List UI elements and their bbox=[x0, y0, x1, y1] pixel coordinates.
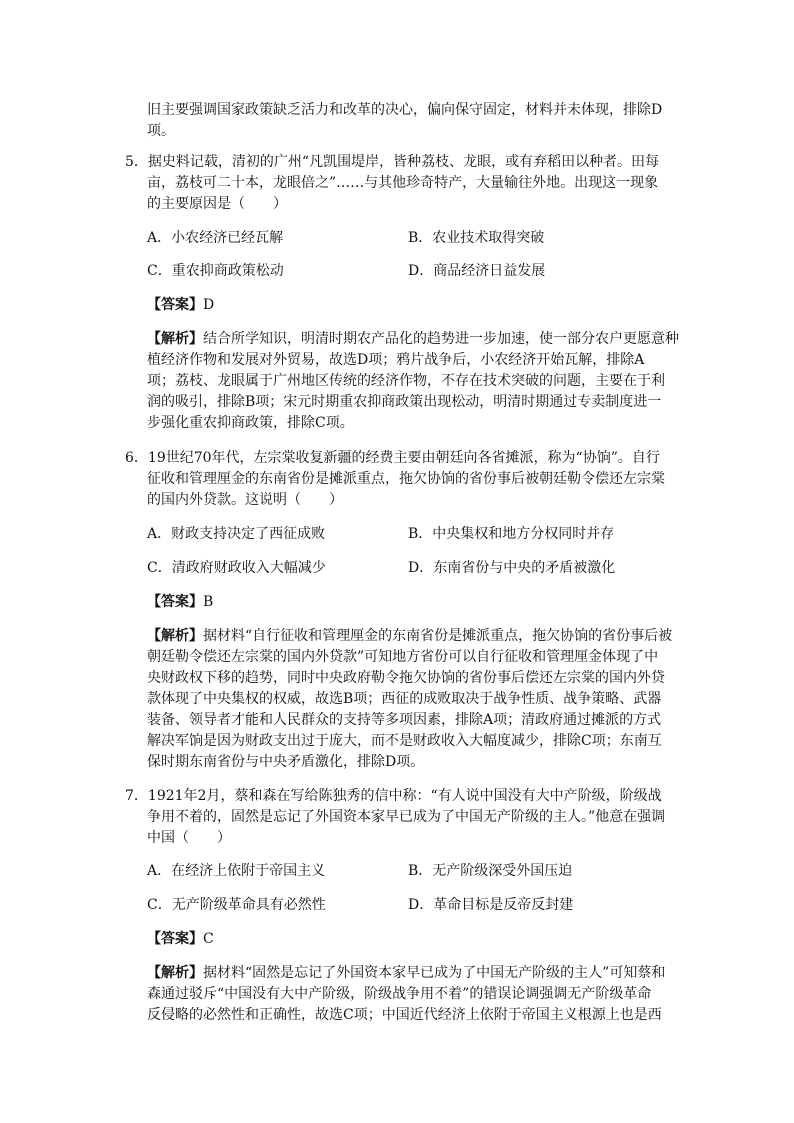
explanation-text: 据材料“自行征收和管理厘金的东南省份是摊派重点，拖欠协饷的省份事后被 bbox=[203, 628, 673, 644]
question-stem: 亩，荔枝可二十本，龙眼倍之”……与其他珍奇特产，大量输往外地。出现这一现象 bbox=[147, 175, 659, 191]
explanation-tag: 【解析】 bbox=[147, 331, 203, 347]
question-stem: 争用不着的，固然是忘记了外国资本家早已成为了中国无产阶级的主人。”他意在强调 bbox=[147, 809, 666, 825]
answer-tag: 【答案】 bbox=[147, 297, 203, 313]
answer bbox=[147, 296, 214, 314]
explanation-line: 项；荔枝、龙眼属于广州地区传统的经济作物，不存在技术突破的问题，主要在于利 bbox=[147, 373, 665, 389]
explanation-line: 森通过驳斥“中国没有大中产阶级，阶级战争用不着”的错误论调强调无产阶级革命 bbox=[147, 986, 652, 1002]
answer-value: B bbox=[203, 594, 214, 610]
option-b: B．中央集权和地方分权同时并存 bbox=[408, 526, 615, 542]
answer bbox=[147, 593, 213, 611]
option-b: B．无产阶级深受外国压迫 bbox=[408, 863, 573, 879]
option-a: A．小农经济已经瓦解 bbox=[147, 230, 284, 246]
explanation-text: 结合所学知识，明清时期农产品化的趋势进一步加速，使一部分农户更愿意种 bbox=[203, 331, 679, 347]
explanation-line: 装备、领导者才能和人民群众的支持等多项因素，排除A项；清政府通过摊派的方式 bbox=[147, 712, 662, 728]
answer-tag: 【答案】 bbox=[147, 931, 203, 947]
answer-value: C bbox=[203, 931, 214, 947]
option-c: C．清政府财政收入大幅减少 bbox=[147, 560, 326, 576]
explanation-line bbox=[147, 627, 672, 645]
prev-explanation-line: 旧主要强调国家政策缺乏活力和改革的决心，偏向保守固定，材料并未体现，排除D bbox=[147, 102, 663, 118]
option-c: C．重农抑商政策松动 bbox=[147, 263, 284, 279]
explanation-text: 据材料“固然是忘记了外国资本家早已成为了中国无产阶级的主人”可知蔡和 bbox=[203, 965, 666, 981]
prev-explanation-line: 项。 bbox=[147, 123, 175, 139]
question-stem: 中国（ ） bbox=[147, 830, 231, 846]
answer-value: D bbox=[203, 297, 215, 313]
explanation-tag: 【解析】 bbox=[147, 628, 203, 644]
explanation-line: 解决军饷是因为财政支出过于庞大，而不是财政收入大幅度减少，排除C项；东南互 bbox=[147, 733, 662, 749]
question-stem: 6．19世纪70年代，左宗棠收复新疆的经费主要由朝廷向各省摊派，称为“协饷”。自行 bbox=[125, 450, 660, 466]
answer bbox=[147, 930, 214, 948]
explanation-line: 朝廷勒令偿还左宗棠的国内外贷款”可知地方省份可以自行征收和管理厘金体现了中 bbox=[147, 649, 659, 665]
explanation-line bbox=[147, 330, 679, 348]
option-d: D．东南省份与中央的矛盾被激化 bbox=[408, 560, 616, 576]
question-stem: 的主要原因是（ ） bbox=[147, 196, 287, 212]
explanation-line: 润的吸引，排除B项；宋元时期重农抑商政策出现松动，明清时期通过专卖制度进一 bbox=[147, 394, 662, 410]
option-b: B．农业技术取得突破 bbox=[408, 230, 545, 246]
explanation-line: 款体现了中央集权的权威，故选B项；西征的成败取决于战争性质、战争策略、武器 bbox=[147, 691, 662, 707]
question-stem: 7．1921年2月，蔡和森在写给陈独秀的信中称：“有人说中国没有大中产阶级，阶级战 bbox=[125, 788, 662, 804]
explanation-line: 央财政权下移的趋势，同时中央政府勒令拖欠协饷的省份事后偿还左宗棠的国内外贷 bbox=[147, 670, 665, 686]
explanation-line: 步强化重农抑商政策，排除C项。 bbox=[147, 415, 354, 431]
explanation-tag: 【解析】 bbox=[147, 965, 203, 981]
option-a: A．财政支持决定了西征成败 bbox=[147, 526, 326, 542]
explanation-line: 反侵略的必然性和正确性，故选C项；中国近代经济上依附于帝国主义根源上也是西 bbox=[147, 1007, 662, 1023]
explanation-line bbox=[147, 964, 665, 982]
explanation-line: 植经济作物和发展对外贸易，故选D项；鸦片战争后，小农经济开始瓦解，排除A bbox=[147, 352, 645, 368]
question-stem: 的国内外贷款。这说明（ ） bbox=[147, 492, 343, 508]
question-stem: 5．据史料记载，清初的广州“凡凯围堤岸，皆种荔枝、龙眼，或有弃稻田以种者。田每 bbox=[125, 154, 660, 170]
option-a: A．在经济上依附于帝国主义 bbox=[147, 863, 326, 879]
option-c: C．无产阶级革命具有必然性 bbox=[147, 897, 326, 913]
option-d: D．商品经济日益发展 bbox=[408, 263, 546, 279]
option-d: D．革命目标是反帝反封建 bbox=[408, 897, 574, 913]
answer-tag: 【答案】 bbox=[147, 594, 203, 610]
explanation-line: 保时期东南省份与中央矛盾激化，排除D项。 bbox=[147, 754, 425, 770]
question-stem: 征收和管理厘金的东南省份是摊派重点，拖欠协饷的省份事后被朝廷勒令偿还左宗棠 bbox=[147, 471, 665, 487]
